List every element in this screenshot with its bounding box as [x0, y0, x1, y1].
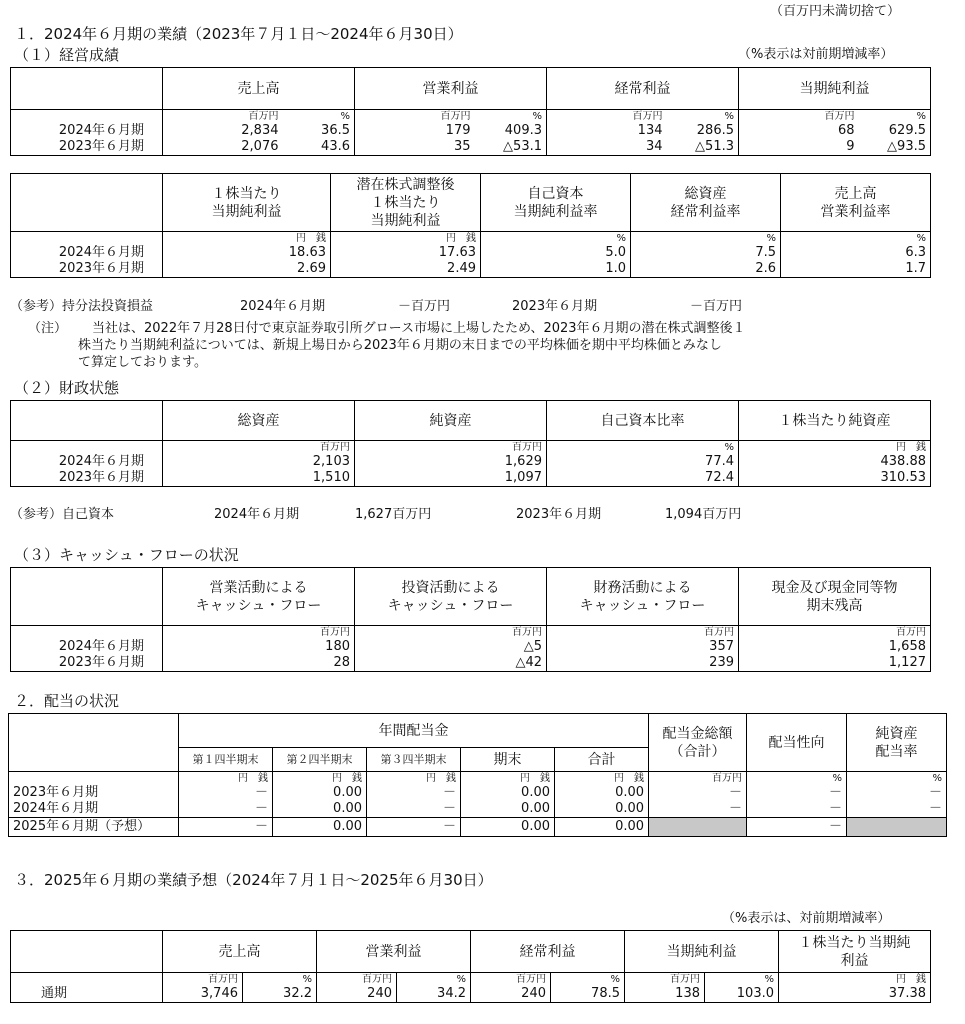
value-cell: 72.4 [547, 470, 739, 487]
value-cell: 17.63 [331, 245, 481, 261]
value-cell: 438.88 [739, 454, 931, 470]
fc-header-eps: １株当たり当期純 利益 [779, 931, 931, 973]
unit-cell: 円 銭 [555, 772, 649, 786]
value-cell: － [747, 818, 847, 837]
header-q2: 第２四半期末 [273, 748, 367, 772]
row-label: 2025年６月期（予想） [9, 818, 179, 837]
table-row [11, 245, 931, 261]
header-net-income: 当期純利益 [739, 68, 931, 110]
table-row-forecast [9, 818, 947, 837]
value-cell: 68 [739, 123, 859, 139]
unit-cell: 百万円 [625, 973, 705, 987]
row-label: 2023年６月期 [11, 139, 163, 156]
unit-cell: 円 銭 [461, 772, 555, 786]
unit-cell: % [551, 973, 625, 987]
value-cell: 1,097 [355, 470, 547, 487]
row-label: 2024年６月期 [9, 801, 179, 818]
value-cell: － [179, 785, 273, 801]
subsection-3-title: （３）キャッシュ・フローの状況 [14, 546, 239, 564]
value-cell: 43.6 [283, 139, 355, 156]
value-cell: 0.00 [461, 785, 555, 801]
table-row [11, 470, 931, 487]
header-bps: １株当たり純資産 [739, 401, 931, 441]
unit-cell: 百万円 [163, 441, 355, 455]
value-cell: 1,658 [739, 639, 931, 655]
rounding-note: （百万円未満切捨て） [770, 4, 901, 19]
value-cell: － [367, 801, 461, 818]
value-cell: 409.3 [475, 123, 547, 139]
unit-cell: % [747, 772, 847, 786]
header-cash-end: 現金及び現金同等物 期末残高 [739, 568, 931, 626]
row-label: 2023年６月期 [11, 470, 163, 487]
value-cell: 1.7 [781, 261, 931, 278]
unit-cell: % [705, 973, 779, 987]
value-cell: 240 [317, 986, 397, 1003]
equity-ref-period-1: 2024年６月期 [214, 507, 300, 522]
unit-cell: 円 銭 [331, 232, 481, 246]
table-row [11, 139, 931, 156]
unit-cell: 円 銭 [367, 772, 461, 786]
value-cell: － [847, 785, 947, 801]
fc-header-sales: 売上高 [163, 931, 317, 973]
operating-results-table [10, 67, 931, 156]
value-cell: 37.38 [779, 986, 931, 1003]
table-row [11, 261, 931, 278]
row-label: 2023年６月期 [11, 655, 163, 672]
ref-period-2: 2023年６月期 [512, 299, 598, 314]
unit-cell: 百万円 [739, 110, 859, 124]
table-row [11, 123, 931, 139]
value-cell: 103.0 [705, 986, 779, 1003]
unit-cell: 百万円 [547, 626, 739, 640]
value-cell: 179 [355, 123, 475, 139]
header-year-end: 期末 [461, 748, 555, 772]
subsection-1-note: （%表示は対前期増減率） [738, 47, 894, 62]
subsection-2-title: （２）財政状態 [14, 379, 120, 397]
ref-period-1: 2024年６月期 [240, 299, 326, 314]
value-cell: － [847, 801, 947, 818]
row-label: 2024年６月期 [11, 639, 163, 655]
forecast-table [10, 930, 931, 1003]
unit-cell: 百万円 [355, 626, 547, 640]
value-cell: 0.00 [273, 785, 367, 801]
value-cell: 34.2 [397, 986, 471, 1003]
value-cell: 1,629 [355, 454, 547, 470]
unit-cell: % [859, 110, 931, 124]
value-cell: 0.00 [555, 801, 649, 818]
unit-cell: 円 銭 [179, 772, 273, 786]
header-q3: 第３四半期末 [367, 748, 461, 772]
value-cell: △93.5 [859, 139, 931, 156]
ref-value-1: －百万円 [398, 299, 451, 314]
value-cell: － [649, 801, 747, 818]
unit-cell: % [243, 973, 317, 987]
value-cell: 32.2 [243, 986, 317, 1003]
value-cell: 6.3 [781, 245, 931, 261]
row-label: 2024年６月期 [11, 454, 163, 470]
value-cell: － [747, 801, 847, 818]
per-share-ratios-table [10, 173, 931, 278]
value-cell: 138 [625, 986, 705, 1003]
unit-cell: 百万円 [317, 973, 397, 987]
header-payout-ratio: 配当性向 [747, 714, 847, 772]
value-cell: － [747, 785, 847, 801]
equity-ref-value-2: 1,094百万円 [665, 507, 742, 522]
equity-ref-label: （参考）自己資本 [10, 507, 115, 522]
header-roe: 自己資本 当期純利益率 [481, 174, 631, 232]
value-cell: 2,103 [163, 454, 355, 470]
value-cell: 2.49 [331, 261, 481, 278]
header-equity-ratio: 自己資本比率 [547, 401, 739, 441]
value-cell: 286.5 [667, 123, 739, 139]
header-total-dividend: 配当金総額 （合計） [649, 714, 747, 772]
header-sales: 売上高 [163, 68, 355, 110]
value-cell: 18.63 [163, 245, 331, 261]
unit-cell: 百万円 [739, 626, 931, 640]
section-1-title: １．2024年６月期の業績（2023年７月１日～2024年６月30日） [14, 25, 463, 43]
table-row [9, 785, 947, 801]
value-cell: △53.1 [475, 139, 547, 156]
unit-cell: 円 銭 [739, 441, 931, 455]
shaded-cell [847, 818, 947, 837]
unit-cell: % [481, 232, 631, 246]
shaded-cell [649, 818, 747, 837]
value-cell: － [179, 818, 273, 837]
value-cell: 357 [547, 639, 739, 655]
header-q1: 第１四半期末 [179, 748, 273, 772]
unit-cell: % [475, 110, 547, 124]
equity-ref-period-2: 2023年６月期 [516, 507, 602, 522]
section-3-note: （%表示は、対前期増減率） [722, 911, 891, 926]
value-cell: 2.69 [163, 261, 331, 278]
header-roa: 総資産 経常利益率 [631, 174, 781, 232]
header-operating-margin: 売上高 営業利益率 [781, 174, 931, 232]
unit-cell: % [397, 973, 471, 987]
value-cell: 1,510 [163, 470, 355, 487]
unit-cell: % [547, 441, 739, 455]
unit-cell: 百万円 [649, 772, 747, 786]
unit-cell: 百万円 [163, 973, 243, 987]
fc-header-operating-profit: 営業利益 [317, 931, 471, 973]
unit-cell: 百万円 [547, 110, 667, 124]
value-cell: － [179, 801, 273, 818]
header-financing-cf: 財務活動による キャッシュ・フロー [547, 568, 739, 626]
value-cell: 0.00 [555, 785, 649, 801]
table-row [11, 986, 931, 1003]
row-label: 2023年６月期 [11, 261, 163, 278]
dividends-table [8, 713, 947, 837]
unit-cell: % [283, 110, 355, 124]
row-label: 2024年６月期 [11, 245, 163, 261]
value-cell: 7.5 [631, 245, 781, 261]
cash-flow-table [10, 567, 931, 672]
value-cell: 2,834 [163, 123, 283, 139]
value-cell: 2.6 [631, 261, 781, 278]
unit-cell: 円 銭 [779, 973, 931, 987]
header-net-assets: 純資産 [355, 401, 547, 441]
table-row [9, 801, 947, 818]
unit-cell: 百万円 [355, 441, 547, 455]
value-cell: 35 [355, 139, 475, 156]
note-body: 当社は、2022年７月28日付で東京証券取引所グロース市場に上場したため、2023年６月期の潜在株式調整後１ 株当たり当期純利益については、新規上場日から2023年６月期の末日までの平均株価を期中平均株価とみなし て算定しております。 [78, 321, 746, 370]
value-cell: － [649, 785, 747, 801]
value-cell: 0.00 [273, 818, 367, 837]
value-cell: 2,076 [163, 139, 283, 156]
header-diluted-eps: 潜在株式調整後 １株当たり 当期純利益 [331, 174, 481, 232]
value-cell: 78.5 [551, 986, 625, 1003]
row-label: 2024年６月期 [11, 123, 163, 139]
value-cell: △51.3 [667, 139, 739, 156]
value-cell: 629.5 [859, 123, 931, 139]
subsection-1-title: （１）経営成績 [14, 46, 120, 64]
unit-cell: 百万円 [355, 110, 475, 124]
unit-cell: 円 銭 [273, 772, 367, 786]
value-cell: 77.4 [547, 454, 739, 470]
row-label: 通期 [11, 986, 163, 1003]
section-3-title: ３．2025年６月期の業績予想（2024年７月１日～2025年６月30日） [14, 871, 493, 889]
value-cell: 240 [471, 986, 551, 1003]
header-ordinary-profit: 経常利益 [547, 68, 739, 110]
value-cell: 1,127 [739, 655, 931, 672]
note-label: （注） [28, 321, 68, 336]
value-cell: 310.53 [739, 470, 931, 487]
header-doe: 純資産 配当率 [847, 714, 947, 772]
fc-header-ordinary-profit: 経常利益 [471, 931, 625, 973]
value-cell: △42 [355, 655, 547, 672]
value-cell: 239 [547, 655, 739, 672]
value-cell: △5 [355, 639, 547, 655]
header-total: 合計 [555, 748, 649, 772]
header-operating-profit: 営業利益 [355, 68, 547, 110]
section-2-title: ２．配当の状況 [14, 692, 120, 710]
value-cell: 134 [547, 123, 667, 139]
header-eps: １株当たり 当期純利益 [163, 174, 331, 232]
value-cell: 36.5 [283, 123, 355, 139]
unit-cell: % [667, 110, 739, 124]
value-cell: 0.00 [273, 801, 367, 818]
ref-label: （参考）持分法投資損益 [10, 299, 154, 314]
value-cell: 34 [547, 139, 667, 156]
header-investing-cf: 投資活動による キャッシュ・フロー [355, 568, 547, 626]
financial-position-table [10, 400, 931, 487]
header-operating-cf: 営業活動による キャッシュ・フロー [163, 568, 355, 626]
value-cell: 0.00 [461, 818, 555, 837]
unit-cell: % [847, 772, 947, 786]
value-cell: 5.0 [481, 245, 631, 261]
value-cell: － [367, 818, 461, 837]
corner-cell [11, 68, 163, 110]
table-row [11, 655, 931, 672]
unit-cell: % [781, 232, 931, 246]
unit-cell: 百万円 [163, 110, 283, 124]
value-cell: 3,746 [163, 986, 243, 1003]
value-cell: 28 [163, 655, 355, 672]
header-total-assets: 総資産 [163, 401, 355, 441]
row-label: 2023年６月期 [9, 785, 179, 801]
value-cell: － [367, 785, 461, 801]
value-cell: 9 [739, 139, 859, 156]
table-row [11, 639, 931, 655]
unit-cell: 円 銭 [163, 232, 331, 246]
unit-cell: 百万円 [471, 973, 551, 987]
table-row [11, 454, 931, 470]
value-cell: 0.00 [555, 818, 649, 837]
equity-ref-value-1: 1,627百万円 [355, 507, 432, 522]
value-cell: 1.0 [481, 261, 631, 278]
unit-cell: 百万円 [163, 626, 355, 640]
unit-cell: % [631, 232, 781, 246]
value-cell: 0.00 [461, 801, 555, 818]
value-cell: 180 [163, 639, 355, 655]
header-annual-dividend: 年間配当金 [179, 714, 649, 748]
ref-value-2: －百万円 [690, 299, 743, 314]
fc-header-net-income: 当期純利益 [625, 931, 779, 973]
